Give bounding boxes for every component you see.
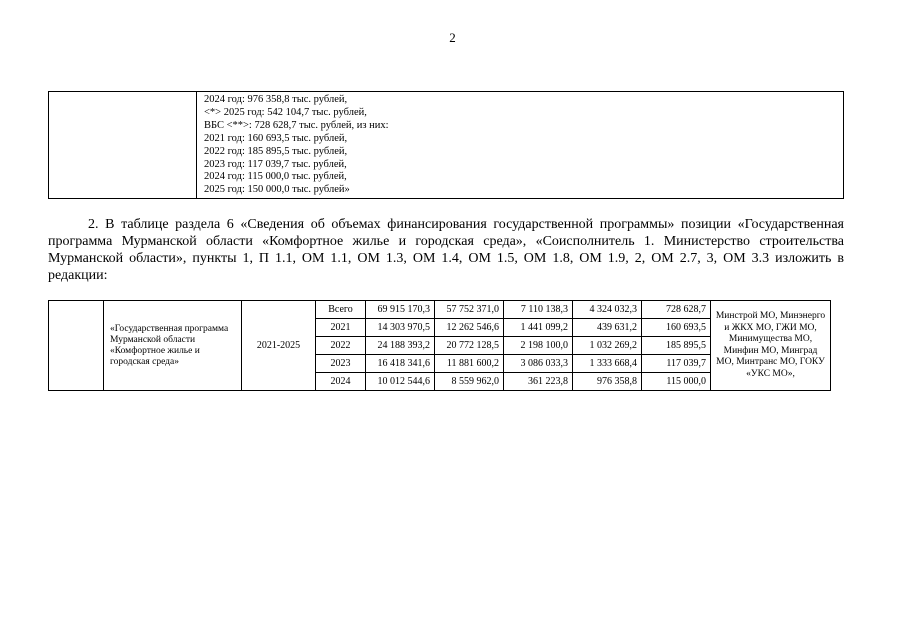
funding-line: 2022 год: 185 895,5 тыс. рублей, <box>204 145 348 157</box>
value-cell: 115 000,0 <box>642 373 711 391</box>
value-cell: 16 418 341,6 <box>366 355 435 373</box>
value-cell: 57 752 371,0 <box>435 301 504 319</box>
executors-cell: Минстрой МО, Минэнерго и ЖКХ МО, ГЖИ МО, Минимущества МО, Минфин МО, Минград МО, Минтранс МО, ГОКУ «УКС МО», <box>711 301 831 391</box>
value-cell: 4 324 032,3 <box>573 301 642 319</box>
funding-line: ВБС <**>: 728 628,7 тыс. рублей, из них: <box>204 119 389 131</box>
funding-line: 2021 год: 160 693,5 тыс. рублей, <box>204 132 348 144</box>
funding-table <box>48 300 831 391</box>
value-cell: 728 628,7 <box>642 301 711 319</box>
value-cell: 1 441 099,2 <box>504 319 573 337</box>
funding-line: 2023 год: 117 039,7 тыс. рублей, <box>204 158 347 170</box>
value-cell: 117 039,7 <box>642 355 711 373</box>
value-cell: 14 303 970,5 <box>366 319 435 337</box>
value-cell: 976 358,8 <box>573 373 642 391</box>
value-cell: 361 223,8 <box>504 373 573 391</box>
funding-line: 2024 год: 976 358,8 тыс. рублей, <box>204 94 348 105</box>
value-cell: 12 262 546,6 <box>435 319 504 337</box>
program-name-cell: «Государственная программа Мурманской области «Комфортное жилье и городская среда» <box>104 301 242 391</box>
value-cell: 185 895,5 <box>642 337 711 355</box>
value-cell: 24 188 393,2 <box>366 337 435 355</box>
value-cell: 160 693,5 <box>642 319 711 337</box>
value-cell: 69 915 170,3 <box>366 301 435 319</box>
value-cell: 3 086 033,3 <box>504 355 573 373</box>
value-cell: 8 559 962,0 <box>435 373 504 391</box>
page-number: 2 <box>449 30 456 45</box>
year-cell: 2023 <box>316 355 366 373</box>
funding-lines <box>204 94 389 197</box>
value-cell: 10 012 544,6 <box>366 373 435 391</box>
funding-line: 2024 год: 115 000,0 тыс. рублей, <box>204 171 347 183</box>
funding-line: <*> 2025 год: 542 104,7 тыс. рублей, <box>204 106 367 118</box>
value-cell: 439 631,2 <box>573 319 642 337</box>
value-cell: 2 198 100,0 <box>504 337 573 355</box>
value-cell: 11 881 600,2 <box>435 355 504 373</box>
table-row <box>49 301 831 319</box>
value-cell: 20 772 128,5 <box>435 337 504 355</box>
year-cell: 2022 <box>316 337 366 355</box>
empty-cell <box>49 301 104 391</box>
funding-line: 2025 год: 150 000,0 тыс. рублей» <box>204 184 350 196</box>
year-cell: 2024 <box>316 373 366 391</box>
column-divider <box>196 92 197 198</box>
amendment-paragraph <box>48 216 844 284</box>
value-cell: 7 110 138,3 <box>504 301 573 319</box>
value-cell: 1 333 668,4 <box>573 355 642 373</box>
period-cell: 2021-2025 <box>242 301 316 391</box>
value-cell: 1 032 269,2 <box>573 337 642 355</box>
year-cell: 2021 <box>316 319 366 337</box>
top-table-fragment <box>48 91 844 199</box>
paragraph-text: 2. В таблице раздела 6 «Сведения об объемах финансирования государственной программы» позиции «Государственная программа Мурманской области «Комфортное жилье и городская среда», «Соисполнитель 1. Министерство строительства Мурманской области», пункты 1, П 1.1, ОМ 1.1, ОМ 1.3, ОМ 1.4, ОМ 1.5, ОМ 1.8, ОМ 1.9, 2, ОМ 2.7, 3, ОМ 3.3 изложить в редакции: <box>48 217 844 283</box>
year-cell: Всего <box>316 301 366 319</box>
